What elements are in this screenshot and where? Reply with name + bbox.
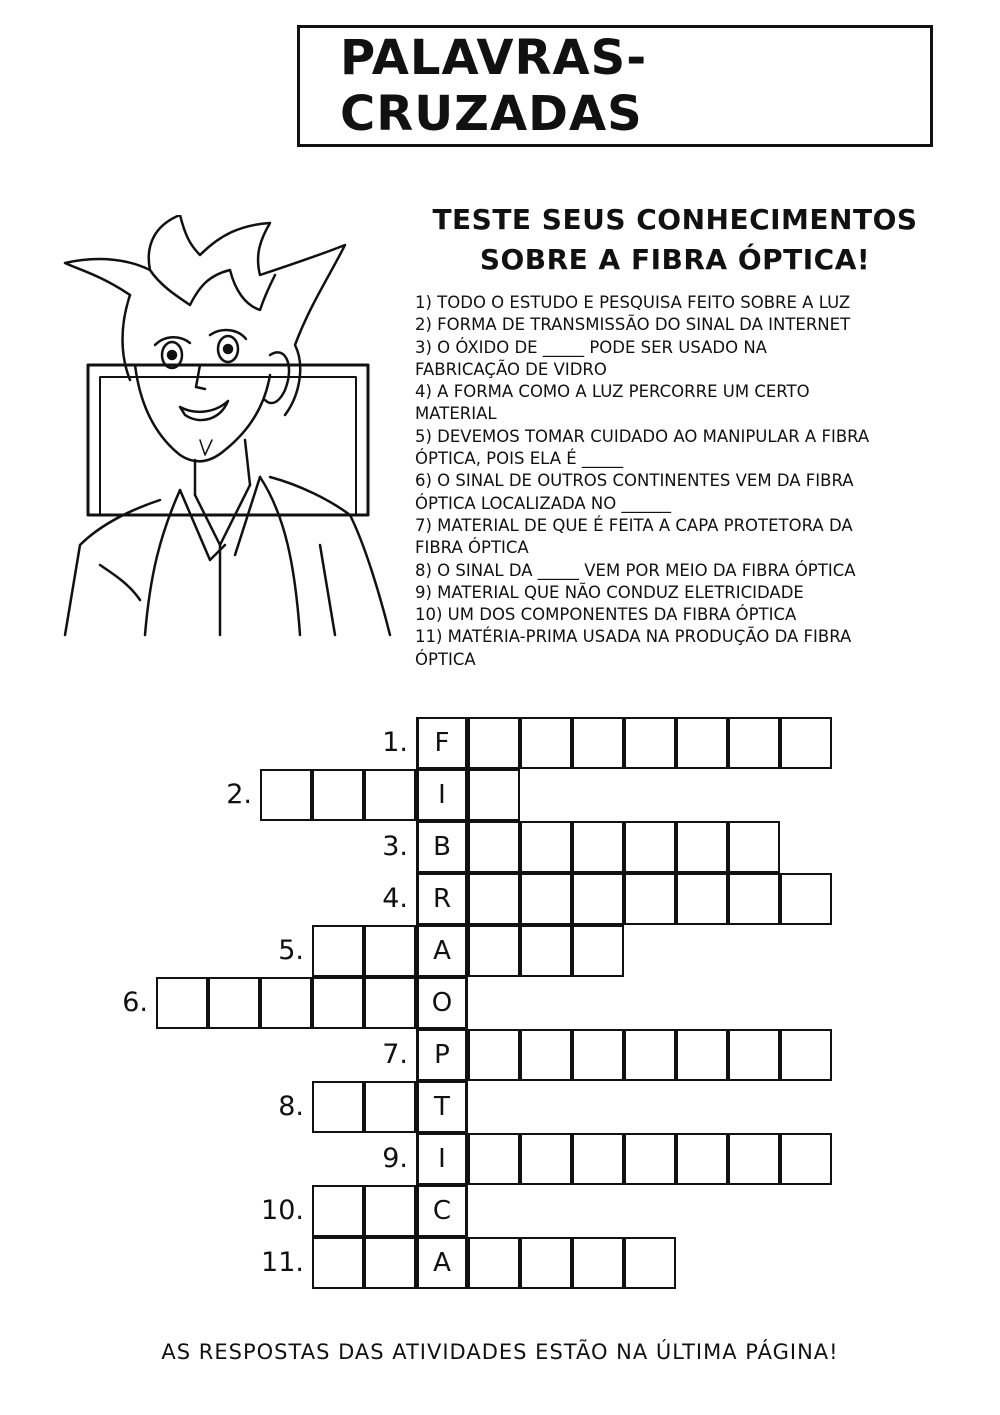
clue-number: 4.: [382, 883, 408, 914]
answers-note: AS RESPOSTAS DAS ATIVIDADES ESTÃO NA ÚLTIMA PÁGINA!: [161, 1340, 839, 1364]
key-letter-cell: A: [416, 1237, 468, 1289]
key-letter-cell: B: [416, 821, 468, 873]
answer-cell[interactable]: [780, 1133, 832, 1185]
key-letter-cell: O: [416, 977, 468, 1029]
answer-cell[interactable]: [572, 1237, 624, 1289]
answer-cell[interactable]: [468, 717, 520, 769]
page-title: PALAVRAS-CRUZADAS: [340, 30, 648, 142]
clue-number: 7.: [382, 1039, 408, 1070]
answer-cell[interactable]: [728, 1133, 780, 1185]
answer-cell[interactable]: [312, 769, 364, 821]
answer-cell[interactable]: [364, 1237, 416, 1289]
answer-cell[interactable]: [572, 1029, 624, 1081]
answer-cell[interactable]: [520, 821, 572, 873]
answer-cell[interactable]: [676, 1133, 728, 1185]
subtitle-line-1: TESTE SEUS CONHECIMENTOS: [432, 203, 918, 236]
key-letter-cell: R: [416, 873, 468, 925]
answer-cell[interactable]: [208, 977, 260, 1029]
answer-cell[interactable]: [780, 1029, 832, 1081]
answer-cell[interactable]: [520, 1029, 572, 1081]
answer-cell[interactable]: [468, 769, 520, 821]
answer-cell[interactable]: [728, 873, 780, 925]
key-letter-cell: C: [416, 1185, 468, 1237]
clue-number: 3.: [382, 831, 408, 862]
key-letter-cell: I: [416, 1133, 468, 1185]
clue-6: 6) O SINAL DE OUTROS CONTINENTES VEM DA FIBRA ÓPTICA LOCALIZADA NO ______: [415, 471, 854, 513]
answer-cell[interactable]: [676, 1029, 728, 1081]
answer-cell[interactable]: [364, 769, 416, 821]
subtitle-line-2: SOBRE A FIBRA ÓPTICA!: [479, 243, 871, 276]
clue-7: 7) MATERIAL DE QUE É FEITA A CAPA PROTETORA DA FIBRA ÓPTICA: [415, 515, 853, 558]
answer-cell[interactable]: [624, 717, 676, 769]
answer-cell[interactable]: [520, 717, 572, 769]
answer-cell[interactable]: [312, 925, 364, 977]
clue-number: 2.: [226, 779, 252, 810]
answer-cell[interactable]: [312, 1237, 364, 1289]
clue-1: 1) TODO O ESTUDO E PESQUISA FEITO SOBRE A LUZ: [415, 293, 851, 312]
answer-cell[interactable]: [572, 821, 624, 873]
key-letter-cell: A: [416, 925, 468, 977]
answer-cell[interactable]: [676, 717, 728, 769]
answer-cell[interactable]: [624, 873, 676, 925]
answer-cell[interactable]: [520, 1133, 572, 1185]
clue-number: 6.: [122, 987, 148, 1018]
answer-cell[interactable]: [728, 821, 780, 873]
clue-3: 3) O ÓXIDO DE _____ PODE SER USADO NA FABRICAÇÃO DE VIDRO: [415, 337, 767, 379]
clue-number: 5.: [278, 935, 304, 966]
clue-number: 10.: [261, 1195, 304, 1226]
answer-cell[interactable]: [364, 1081, 416, 1133]
clue-8: 8) O SINAL DA _____ VEM POR MEIO DA FIBRA ÓPTICA: [415, 560, 856, 580]
clue-number: 11.: [261, 1247, 304, 1278]
answer-cell[interactable]: [780, 717, 832, 769]
answer-cell[interactable]: [520, 925, 572, 977]
answer-cell[interactable]: [468, 873, 520, 925]
answer-cell[interactable]: [260, 769, 312, 821]
answer-cell[interactable]: [468, 1029, 520, 1081]
answer-cell[interactable]: [624, 1029, 676, 1081]
clue-9: 9) MATERIAL QUE NÃO CONDUZ ELETRICIDADE: [415, 582, 804, 602]
clue-11: 11) MATÉRIA-PRIMA USADA NA PRODUÇÃO DA FIBRA ÓPTICA: [415, 627, 852, 669]
answer-cell[interactable]: [468, 925, 520, 977]
answer-cell[interactable]: [156, 977, 208, 1029]
answer-cell[interactable]: [260, 977, 312, 1029]
clue-4: 4) A FORMA COMO A LUZ PERCORRE UM CERTO MATERIAL: [415, 382, 810, 424]
answer-cell[interactable]: [572, 717, 624, 769]
answer-cell[interactable]: [728, 1029, 780, 1081]
answer-cell[interactable]: [572, 925, 624, 977]
clue-5: 5) DEVEMOS TOMAR CUIDADO AO MANIPULAR A FIBRA ÓPTICA, POIS ELA É _____: [415, 426, 870, 469]
clue-2: 2) FORMA DE TRANSMISSÃO DO SINAL DA INTERNET: [415, 315, 851, 335]
answer-cell[interactable]: [572, 873, 624, 925]
answer-cell[interactable]: [520, 1237, 572, 1289]
answer-cell[interactable]: [312, 977, 364, 1029]
key-letter-cell: P: [416, 1029, 468, 1081]
answer-cell[interactable]: [364, 1185, 416, 1237]
answer-cell[interactable]: [676, 821, 728, 873]
answer-cell[interactable]: [624, 1237, 676, 1289]
answer-cell[interactable]: [572, 1133, 624, 1185]
clue-number: 8.: [278, 1091, 304, 1122]
answer-cell[interactable]: [468, 821, 520, 873]
answer-cell[interactable]: [312, 1185, 364, 1237]
answer-cell[interactable]: [624, 1133, 676, 1185]
answer-cell[interactable]: [624, 821, 676, 873]
key-letter-cell: T: [416, 1081, 468, 1133]
key-letter-cell: I: [416, 769, 468, 821]
answer-cell[interactable]: [520, 873, 572, 925]
answer-cell[interactable]: [468, 1133, 520, 1185]
answer-cell[interactable]: [364, 925, 416, 977]
answer-cell[interactable]: [728, 717, 780, 769]
clue-number: 1.: [382, 727, 408, 758]
clue-number: 9.: [382, 1143, 408, 1174]
answer-cell[interactable]: [364, 977, 416, 1029]
answer-cell[interactable]: [780, 873, 832, 925]
answer-cell[interactable]: [468, 1237, 520, 1289]
clue-10: 10) UM DOS COMPONENTES DA FIBRA ÓPTICA: [415, 605, 797, 625]
key-letter-cell: F: [416, 717, 468, 769]
answer-cell[interactable]: [312, 1081, 364, 1133]
answer-cell[interactable]: [676, 873, 728, 925]
